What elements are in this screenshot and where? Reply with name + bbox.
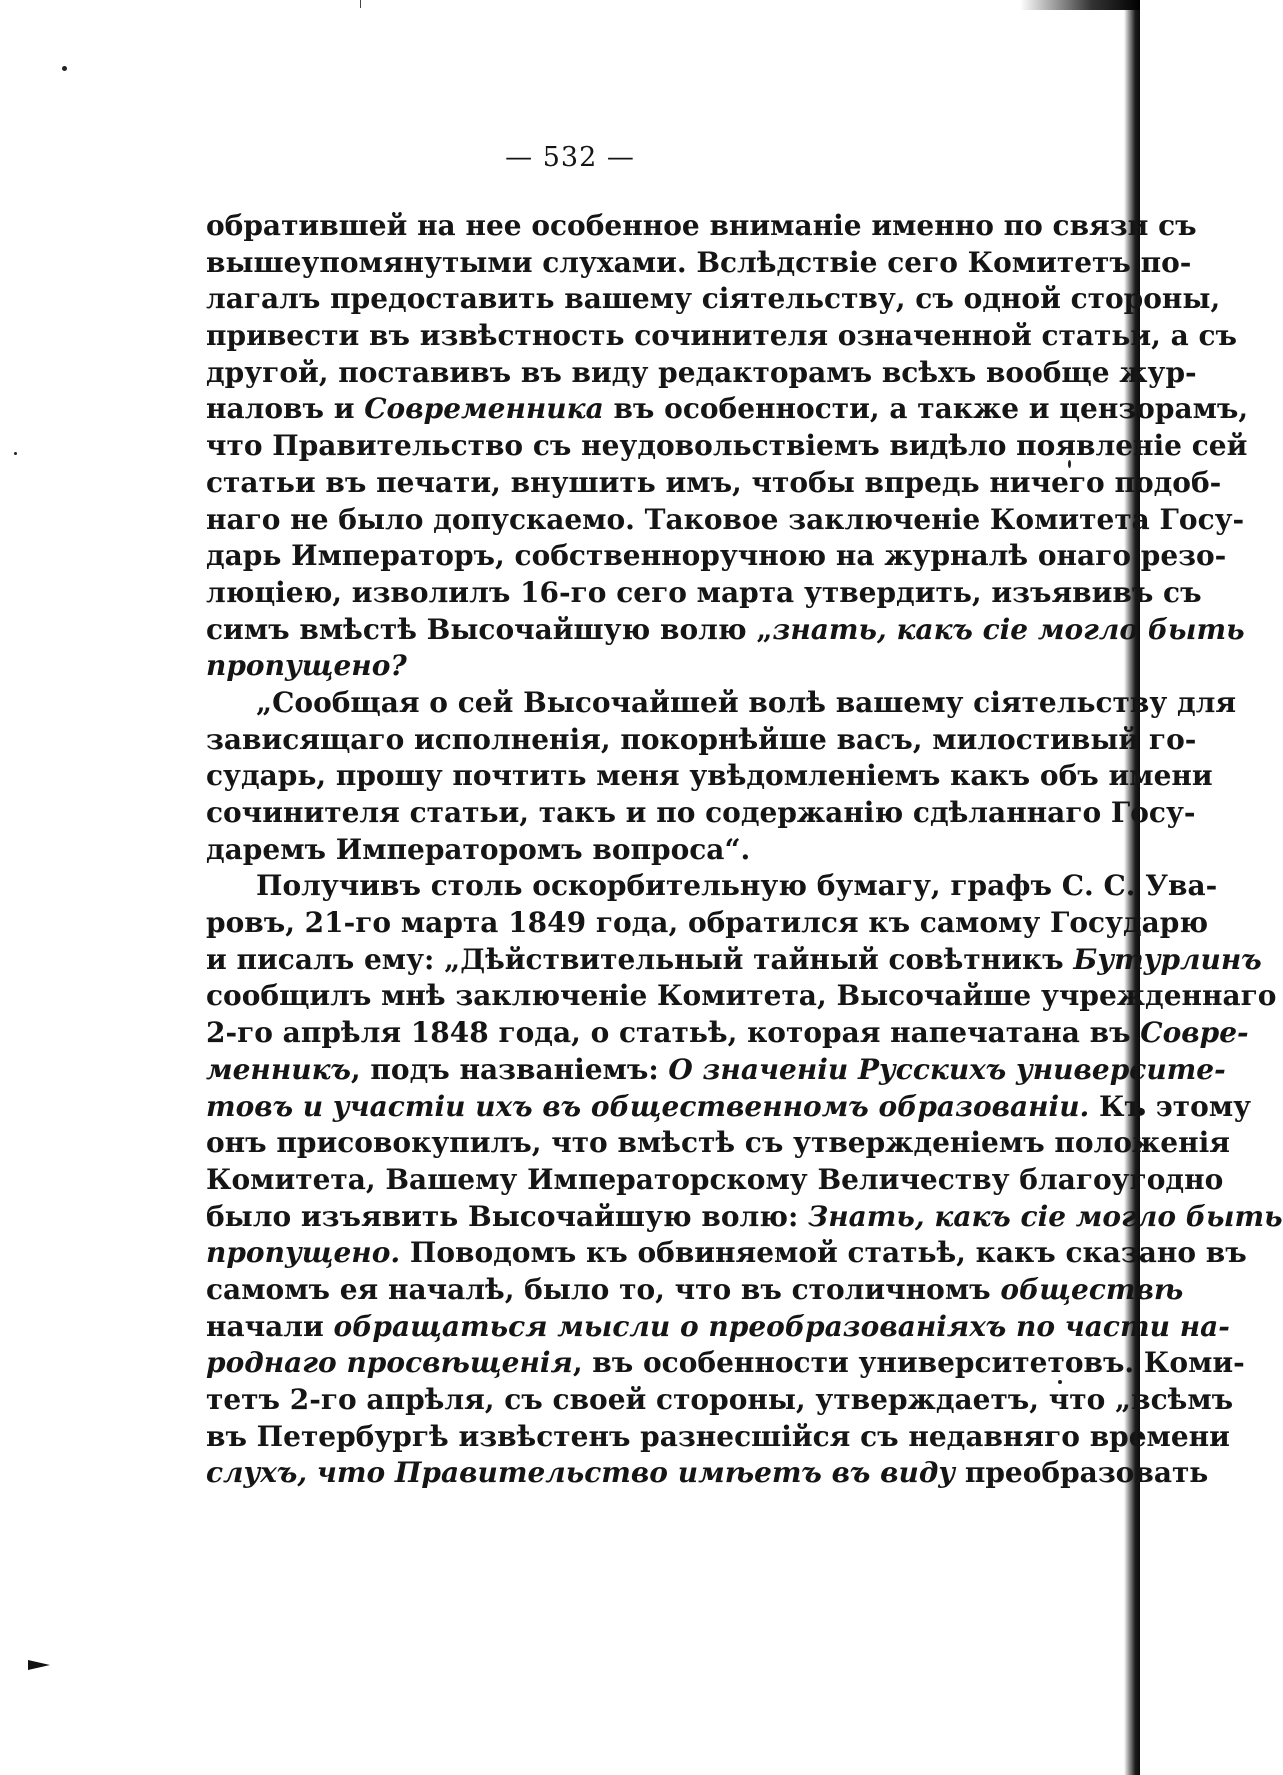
text-line: [206, 391, 1249, 428]
corner-mark: [28, 1660, 50, 1670]
text-line: [206, 795, 1196, 832]
text-line: [206, 1455, 1209, 1492]
text-line: [206, 905, 1209, 942]
text-line: [206, 281, 1221, 318]
text-line: [206, 1235, 1247, 1272]
text-segment: привести въ извѣстность сочинителя означенной статьи, а съ: [206, 319, 1238, 353]
italic-text: роднаго просвѣщенія: [206, 1346, 573, 1380]
text-line: [206, 208, 1197, 245]
text-segment: 2-го апрѣля 1848 года, о статьѣ, которая напечатана въ: [206, 1016, 1141, 1050]
text-segment: Получивъ столь оскорбительную бумагу, графъ С. С. Ува-: [256, 869, 1218, 903]
text-line: [206, 538, 1227, 575]
text-segment: Поводомъ къ обвиняемой статьѣ, какъ сказано въ: [400, 1236, 1247, 1270]
italic-text: Современника: [364, 392, 604, 426]
text-segment: лагалъ предоставить вашему сіятельству, съ одной стороны,: [206, 282, 1221, 316]
text-line: [206, 722, 1197, 759]
text-segment: сообщилъ мнѣ заключеніе Комитета, Высочайше учрежденнаго: [206, 979, 1277, 1013]
text-line: [206, 758, 1213, 795]
text-segment: другой, поставивъ въ виду редакторамъ всѣхъ вообще жур-: [206, 355, 1197, 389]
text-line: [206, 1419, 1230, 1456]
text-segment: Комитета, Вашему Императорскому Величеству благоугодно: [206, 1162, 1224, 1196]
text-segment: тетъ 2-го апрѣля, съ своей стороны, утверждаетъ, что „всѣмъ: [206, 1383, 1234, 1416]
text-line: [206, 318, 1238, 355]
text-segment: „Сообщая о сей Высочайшей волѣ вашему сіятельству для: [256, 685, 1237, 719]
italic-text: обращаться мысли о преобразованіяхъ по части на-: [333, 1309, 1230, 1343]
italic-text: пропущено?: [206, 649, 407, 683]
text-line: [206, 612, 1245, 649]
text-line: [206, 942, 1262, 979]
text-line: [206, 868, 1218, 905]
text-segment: , подъ названіемъ:: [350, 1052, 669, 1086]
italic-text: О значеніи Русскихъ университе-: [668, 1052, 1226, 1086]
text-segment: сочинителя статьи, такъ и по содержанію сдѣланнаго Госу-: [206, 796, 1196, 829]
text-segment: начали: [206, 1309, 334, 1343]
page-number: — 532 —: [505, 142, 635, 173]
text-segment: даремъ Императоромъ вопроса“.: [206, 832, 751, 866]
text-line: [206, 1125, 1230, 1162]
text-segment: въ Петербургѣ извѣстенъ разнесшійся съ недавняго времени: [206, 1419, 1230, 1453]
text-line: [206, 832, 1036, 869]
scan-mark: [360, 0, 361, 8]
text-line: [206, 428, 1248, 465]
italic-text: Бутурлинъ: [1073, 942, 1262, 976]
text-line: [206, 1052, 1226, 1089]
text-segment: преобразовать: [955, 1456, 1209, 1490]
text-line: [206, 685, 1237, 722]
text-segment: люціею, изволилъ 16-го сего марта утвердить, изъявивъ съ: [206, 575, 1202, 609]
text-line: [206, 1162, 1224, 1199]
text-segment: самомъ ея началѣ, было то, что въ столичномъ: [206, 1272, 1001, 1306]
text-line: [206, 1199, 1283, 1236]
text-segment: дарь Императоръ, собственноручною на журналѣ онаго резо-: [206, 539, 1227, 573]
text-segment: ровъ, 21-го марта 1849 года, обратился къ самому Государю: [206, 906, 1209, 940]
italic-text: знать, какъ сіе могло быть: [772, 612, 1245, 646]
text-segment: Къ этому: [1089, 1089, 1252, 1123]
text-segment: что Правительство съ неудовольствіемъ видѣло появленіе сей: [206, 429, 1248, 463]
text-line: [206, 245, 1192, 282]
text-segment: наловъ и: [206, 392, 365, 426]
text-segment: обратившей на нее особенное вниманіе именно по связи съ: [206, 209, 1197, 242]
page-edge-corner: [1020, 0, 1140, 10]
text-segment: наго не было допускаемо. Таковое заключеніе Комитета Госу-: [206, 502, 1245, 536]
text-segment: въ особенности, а также и цензорамъ,: [603, 392, 1249, 426]
ink-speck: [14, 452, 17, 455]
text-line: [206, 1015, 1249, 1052]
italic-text: слухъ, что Правительство имѣетъ въ виду: [206, 1456, 956, 1490]
text-line: [206, 575, 1202, 612]
text-line: [206, 1345, 1245, 1382]
text-segment: вышеупомянутыми слухами. Вслѣдствіе сего Комитетъ по-: [206, 245, 1192, 279]
italic-text: пропущено.: [206, 1236, 401, 1270]
text-line: [206, 978, 1277, 1015]
italic-text: товъ и участіи ихъ въ общественномъ образованіи.: [206, 1089, 1090, 1123]
ink-speck: [62, 66, 67, 71]
text-segment: было изъявить Высочайшую волю:: [206, 1199, 809, 1233]
text-line: [206, 355, 1197, 392]
text-line: [206, 1382, 1234, 1419]
italic-text: Совре-: [1140, 1016, 1249, 1050]
text-segment: и писалъ ему: „Дѣйствительный тайный совѣтникъ: [206, 942, 1074, 976]
italic-text: Знать, какъ сіе могло быть: [808, 1199, 1283, 1233]
text-line: [206, 502, 1245, 539]
text-line: [206, 1272, 1184, 1309]
text-segment: онъ присовокупилъ, что вмѣстѣ съ утвержденіемъ положенія: [206, 1126, 1230, 1160]
text-line: [206, 1309, 1230, 1346]
text-line: [206, 648, 1036, 685]
text-segment: , въ особенности университетовъ. Коми-: [572, 1346, 1245, 1380]
text-line: [206, 465, 1222, 502]
text-segment: симъ вмѣстѣ Высочайшую волю „: [206, 612, 773, 646]
text-segment: сударь, прошу почтить меня увѣдомленіемъ какъ объ имени: [206, 759, 1213, 793]
text-segment: статьи въ печати, внушить имъ, чтобы впредь ничего подоб-: [206, 465, 1222, 499]
text-line: [206, 1089, 1252, 1126]
text-segment: зависящаго исполненія, покорнѣйше васъ, милостивый го-: [206, 722, 1197, 756]
italic-text: обществѣ: [1000, 1272, 1184, 1306]
italic-text: менникъ: [206, 1052, 351, 1086]
body-text: [206, 208, 1283, 1492]
